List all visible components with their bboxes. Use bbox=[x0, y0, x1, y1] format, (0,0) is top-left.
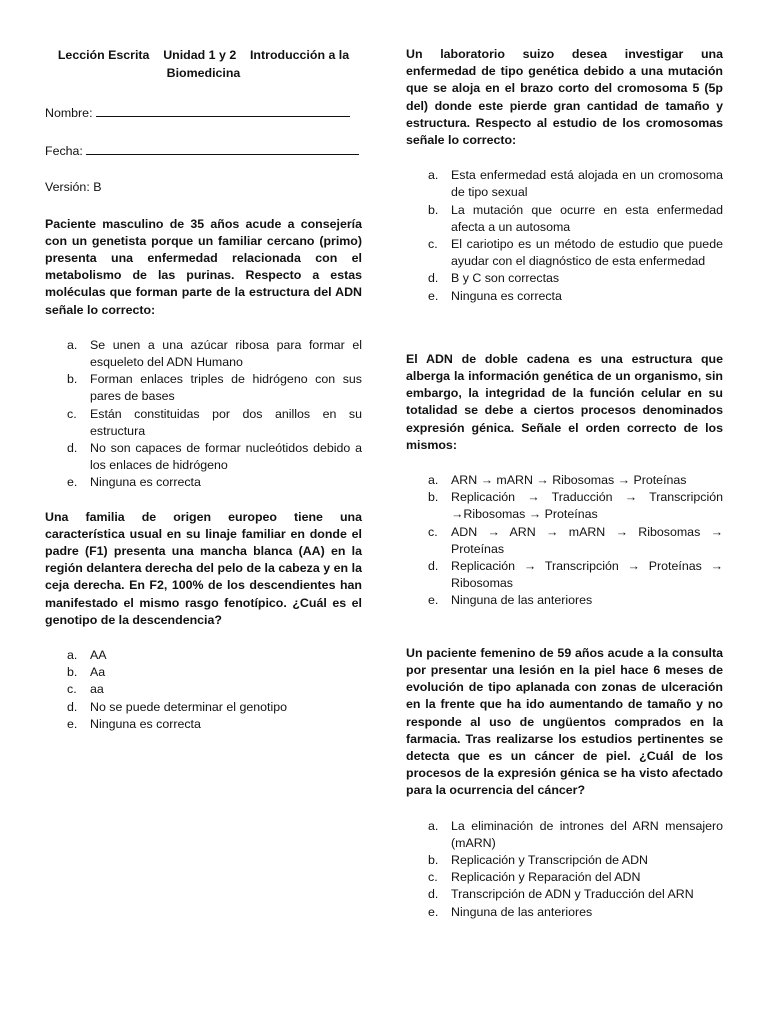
question-5 bbox=[406, 645, 723, 921]
question-4-options bbox=[406, 472, 723, 610]
option-text: Replicación → Traducción → Transcripción →Ribosomas → Proteínas bbox=[451, 490, 723, 522]
option-text: Se unen a una azúcar ribosa para formar el esqueleto del ADN Humano bbox=[90, 337, 362, 370]
option-text: La mutación que ocurre en esta enfermedad afecta a un autosoma bbox=[451, 202, 723, 234]
option-text: La eliminación de intrones del ARN mensajero (mARN) bbox=[451, 818, 723, 850]
option-text: Replicación → Transcripción → Proteínas → Ribosomas bbox=[451, 559, 723, 591]
question-2 bbox=[45, 509, 362, 733]
date-label: Fecha: bbox=[45, 144, 83, 159]
option-marker: e. bbox=[67, 716, 78, 731]
question-5-options bbox=[406, 818, 723, 921]
option-text: ADN → ARN → mARN → Ribosomas → Proteínas bbox=[451, 524, 723, 556]
option-text: B y C son correctas bbox=[451, 271, 560, 286]
question-5-text: Un paciente femenino de 59 años acude a la consulta por presentar una lesión en la piel hace 6 meses de evolución de tipo aplanada con zonas de ulceración en la frente que ha ido aumentando de tamaño y no responde al uso de ungüentos comprados en la farmacia. Tras realizarse los estudios pertinentes se detecta que es un cáncer de piel. ¿Cuál de los procesos de la expresión génica se ha visto afectado para la ocurrencia del cáncer? bbox=[406, 645, 723, 798]
question-3-text: Un laboratorio suizo desea investigar una enfermedad de tipo genética debido a una mutación que se aloja en el brazo corto del cromosoma 5 (5p del) donde este pierde gran cantidad de tamaño y estructura. Respecto al estudio de los cromosomas señale lo correcto: bbox=[406, 47, 723, 148]
option-marker: c. bbox=[428, 524, 438, 539]
option-marker: b. bbox=[428, 490, 439, 505]
date-field bbox=[45, 141, 362, 160]
right-column bbox=[406, 46, 723, 921]
option-marker: e. bbox=[428, 593, 439, 608]
date-blank-line[interactable] bbox=[86, 141, 359, 155]
option-marker: a. bbox=[428, 818, 439, 833]
option-item[interactable] bbox=[406, 167, 723, 201]
option-marker: b. bbox=[67, 665, 78, 680]
question-1-options bbox=[45, 337, 362, 492]
option-text: No son capaces de formar nucleótidos debido a los enlaces de hidrógeno bbox=[90, 441, 362, 473]
option-item[interactable] bbox=[406, 852, 723, 869]
option-marker: d. bbox=[428, 887, 439, 902]
option-item[interactable] bbox=[406, 489, 723, 523]
question-3 bbox=[406, 46, 723, 305]
option-marker: d. bbox=[67, 699, 78, 714]
option-text: aa bbox=[90, 682, 104, 697]
option-marker: c. bbox=[67, 406, 77, 421]
option-item[interactable] bbox=[45, 716, 362, 733]
exam-title-line-1: Lección Escrita Unidad 1 y 2 Introducción a la bbox=[57, 48, 350, 62]
option-text: AA bbox=[90, 648, 107, 663]
option-item[interactable] bbox=[406, 904, 723, 921]
name-blank-line[interactable] bbox=[96, 103, 350, 117]
option-marker: b. bbox=[428, 202, 439, 217]
option-item[interactable] bbox=[406, 270, 723, 287]
exam-title bbox=[45, 46, 362, 82]
option-text: Ninguna es correcta bbox=[451, 288, 562, 303]
option-marker: c. bbox=[428, 237, 438, 252]
option-item[interactable] bbox=[406, 236, 723, 270]
option-text: Ninguna es correcta bbox=[90, 475, 201, 490]
option-item[interactable] bbox=[406, 558, 723, 592]
option-item[interactable] bbox=[406, 202, 723, 236]
option-text: Forman enlaces triples de hidrógeno con sus pares de bases bbox=[90, 372, 362, 404]
option-text: Están constituidas por dos anillos en su estructura bbox=[90, 406, 362, 438]
option-item[interactable] bbox=[406, 592, 723, 609]
option-text: Ninguna es correcta bbox=[90, 716, 201, 731]
exam-title-line-2: Biomedicina bbox=[166, 66, 241, 80]
option-marker: a. bbox=[67, 337, 78, 352]
option-item[interactable] bbox=[45, 474, 362, 491]
option-text: Replicación y Transcripción de ADN bbox=[451, 852, 648, 867]
option-item[interactable] bbox=[45, 371, 362, 405]
option-marker: b. bbox=[67, 372, 78, 387]
option-marker: d. bbox=[428, 559, 439, 574]
left-column bbox=[45, 46, 362, 733]
question-4 bbox=[406, 351, 723, 610]
option-marker: a. bbox=[428, 473, 439, 488]
option-marker: e. bbox=[67, 475, 78, 490]
option-item[interactable] bbox=[406, 869, 723, 886]
name-field bbox=[45, 103, 362, 122]
option-item[interactable] bbox=[406, 524, 723, 558]
option-item[interactable] bbox=[45, 440, 362, 474]
question-1 bbox=[45, 216, 362, 492]
question-4-text: El ADN de doble cadena es una estructura que alberga la información genética de un organismo, sin embargo, la integridad de la función celular en su totalidad se debe a ciertos procesos denominados expresión génica. Señale el orden correcto de los mismos: bbox=[406, 351, 723, 452]
option-marker: a. bbox=[67, 648, 78, 663]
option-text: ARN → mARN → Ribosomas → Proteínas bbox=[451, 473, 687, 488]
question-2-options bbox=[45, 647, 362, 733]
option-item[interactable] bbox=[45, 337, 362, 371]
version-label: Versión: B bbox=[45, 180, 102, 195]
name-label: Nombre: bbox=[45, 106, 93, 120]
option-text: Ninguna de las anteriores bbox=[451, 904, 593, 919]
option-marker: d. bbox=[428, 271, 439, 286]
question-1-text: Paciente masculino de 35 años acude a consejería con un genetista porque un familiar cercano (primo) presenta una enfermedad relacionada con el metabolismo de las purinas. Respecto a estas moléculas que forman parte de la estructura del ADN señale lo correcto: bbox=[45, 216, 362, 317]
option-text: Esta enfermedad está alojada en un cromosoma de tipo sexual bbox=[451, 168, 723, 200]
option-marker: c. bbox=[67, 682, 77, 697]
option-item[interactable] bbox=[45, 664, 362, 681]
option-item[interactable] bbox=[45, 647, 362, 664]
option-text: Ninguna de las anteriores bbox=[451, 593, 593, 608]
option-text: No se puede determinar el genotipo bbox=[90, 699, 288, 714]
option-marker: e. bbox=[428, 904, 439, 919]
option-text: Transcripción de ADN y Traducción del ARN bbox=[451, 887, 694, 902]
option-marker: a. bbox=[428, 168, 439, 183]
question-2-text: Una familia de origen europeo tiene una característica usual en su linaje familiar en donde el padre (F1) presenta una mancha blanca (AA) en la región delantera derecha del pelo de la cabeza y en la ceja derecha. En F2, 100% de los descendientes han manifestado el mismo rasgo fenotípico. ¿Cuál es el genotipo de la descendencia? bbox=[45, 509, 362, 627]
option-item[interactable] bbox=[406, 886, 723, 903]
option-item[interactable] bbox=[406, 818, 723, 852]
option-marker: c. bbox=[428, 870, 438, 885]
option-text: Aa bbox=[90, 665, 106, 680]
option-item[interactable] bbox=[45, 406, 362, 440]
option-marker: d. bbox=[67, 441, 78, 456]
option-text: Replicación y Reparación del ADN bbox=[451, 870, 641, 885]
option-marker: e. bbox=[428, 288, 439, 303]
option-item[interactable] bbox=[406, 288, 723, 305]
option-marker: b. bbox=[428, 852, 439, 867]
option-item[interactable] bbox=[45, 681, 362, 698]
option-item[interactable] bbox=[45, 699, 362, 716]
option-item[interactable] bbox=[406, 472, 723, 489]
option-text: El cariotipo es un método de estudio que puede ayudar con el diagnóstico de esta enfermedad bbox=[451, 237, 723, 269]
question-3-options bbox=[406, 167, 723, 305]
